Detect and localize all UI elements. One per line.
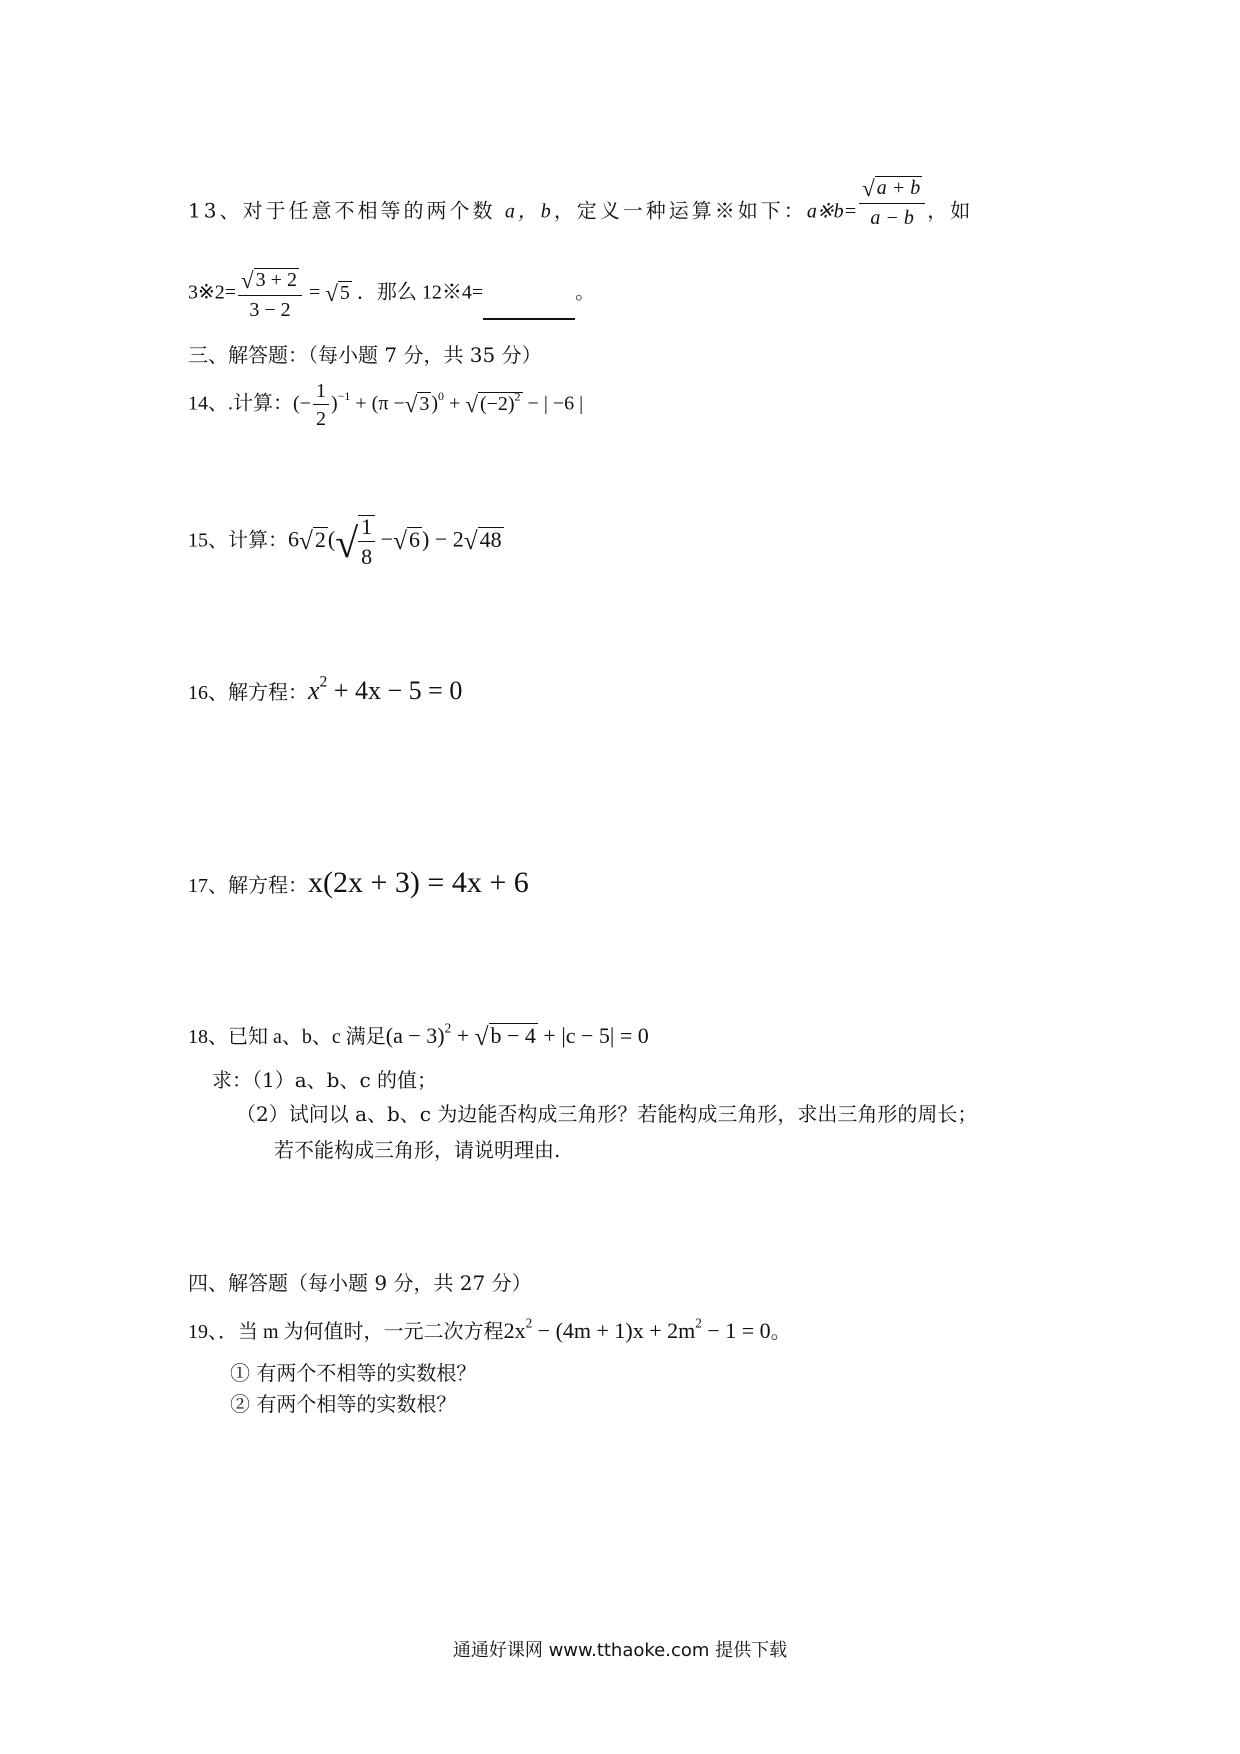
q13-ask: ．那么 12※4= xyxy=(356,281,484,304)
q13-example-fraction: $\frac{√ 3 + 2}{3 - 2}$ xyxy=(238,268,302,320)
q13-ex-sqrt: √ 5 xyxy=(325,280,350,306)
q13-ex-rad: 5 xyxy=(339,281,350,304)
q15-close-part: ) − 2 xyxy=(421,526,464,552)
q19-eq-b: − (4m + 1)x + 2m xyxy=(532,1318,696,1343)
q18-sub1: 求：（1）a、b、c 的值； xyxy=(212,1068,438,1092)
q18-plus2: + xyxy=(537,1023,556,1048)
q14-sqrt3: √ 3 xyxy=(404,391,430,417)
q13-line1 xyxy=(188,176,974,229)
q19-exp1: 2 xyxy=(525,1315,533,1331)
q19-eq-c: − 1 = 0 xyxy=(701,1318,771,1343)
q15-rad48: 48 xyxy=(479,526,502,552)
q13-op-lhs: a※b= xyxy=(806,200,858,223)
q15-label: 15、计算： xyxy=(188,529,288,552)
q15-frac-den: 8 xyxy=(361,544,373,569)
q15-frac-num: 1 xyxy=(358,516,375,542)
q19-item2: ② 有两个相等的实数根？ xyxy=(230,1392,457,1416)
q14-close2: ) xyxy=(431,392,439,415)
q13-answer-blank xyxy=(483,300,575,320)
q14-sqrt-sq: √ $(-2)^2$ xyxy=(465,389,521,417)
q19-exp2: 2 xyxy=(695,1315,702,1331)
q14-exp1: −1 xyxy=(337,389,351,403)
q19-label: 19、．当 m 为何值时，一元二次方程 xyxy=(188,1321,504,1343)
q14 xyxy=(188,381,583,429)
q17-equation: x(2x + 3) = 4x + 6 xyxy=(308,866,529,899)
q13-vars: a，b xyxy=(504,200,554,223)
q19-eq-a: 2x xyxy=(503,1318,526,1343)
q14-half-num: 1 xyxy=(313,381,329,405)
q13-mid: ，定义一种运算※如下： xyxy=(553,198,807,223)
q14-open: (− xyxy=(293,392,311,415)
q15-sqrt-frac: √ $\frac{1}{8}$ xyxy=(335,515,375,568)
q14-half xyxy=(313,381,329,429)
q18-sqrt: √b − 4 xyxy=(474,1023,536,1051)
q13-tail: ，如 xyxy=(927,198,974,223)
q16-rest: + 4x − 5 = 0 xyxy=(327,676,463,705)
q19-item1: ① 有两个不相等的实数根？ xyxy=(230,1361,477,1385)
q16-x: x xyxy=(308,676,320,705)
q13-line2-lhs: 3※2= xyxy=(188,281,237,304)
q15-minus: − xyxy=(375,526,394,552)
q14-rad-inner: (−2) xyxy=(479,392,515,415)
q13-ex-eq: = xyxy=(308,281,321,304)
q15-rad6: 6 xyxy=(408,526,420,552)
q16 xyxy=(188,673,463,705)
q14-plus1: + (π − xyxy=(350,392,405,415)
q13-fraction: $\frac{√ a + b}{a - b}$ xyxy=(859,176,925,228)
q18 xyxy=(188,1020,649,1051)
q18-sub3: 若不能构成三角形，请说明理由. xyxy=(274,1138,561,1162)
q13-end: 。 xyxy=(575,281,596,304)
q14-minus-abs: − | −6 | xyxy=(522,392,584,415)
q18-abs: |c − 5| = 0 xyxy=(561,1023,649,1048)
q15 xyxy=(188,515,504,568)
q17-label: 17、解方程： xyxy=(188,875,308,897)
q15-sqrt48: √48 xyxy=(463,526,502,555)
q18-rad: b − 4 xyxy=(490,1023,536,1048)
section-4-heading: 四、解答题（每小题 9 分，共 27 分） xyxy=(188,1271,532,1295)
q15-coef: 6 xyxy=(288,526,299,552)
q14-half-den: 2 xyxy=(315,408,326,430)
q15-rad2: 2 xyxy=(314,526,326,552)
q14-exp2: 2 xyxy=(514,389,521,403)
q14-label: 14、.计算： xyxy=(188,392,293,415)
q13-prefix: 13、对于任意不相等的两个数 xyxy=(188,198,496,223)
q16-label: 16、解方程： xyxy=(188,682,308,704)
q14-exp0: 0 xyxy=(438,389,445,403)
q15-sqrt2: √2 xyxy=(299,526,326,555)
q19 xyxy=(188,1315,791,1343)
q13-frac-den: a − b xyxy=(870,207,914,229)
q15-sqrt6: √6 xyxy=(393,526,420,555)
q16-exp: 2 xyxy=(319,673,328,691)
q13-ex-num: 3 + 2 xyxy=(255,269,297,291)
footer-credit: 通通好课网 www.tthaoke.com 提供下载 xyxy=(452,1640,788,1661)
q14-close1: ) xyxy=(330,392,338,415)
q14-plus2: + xyxy=(444,392,461,415)
q18-t1: (a − 3) xyxy=(385,1023,445,1048)
q19-end: 。 xyxy=(770,1321,791,1343)
q13-line2 xyxy=(188,268,595,320)
q14-rad3: 3 xyxy=(419,392,430,415)
q13-ex-den: 3 − 2 xyxy=(249,299,291,321)
section-3-heading: 三、解答题：（每小题 7 分，共 35 分） xyxy=(188,343,542,367)
q15-open: ( xyxy=(327,526,336,552)
q18-label: 18、已知 a、b、c 满足 xyxy=(188,1026,386,1048)
q18-plus1: + xyxy=(451,1023,470,1048)
q18-sub2: （2）试问以 a、b、c 为边能否构成三角形？若能构成三角形，求出三角形的周长； xyxy=(236,1102,978,1126)
q18-exp: 2 xyxy=(444,1020,452,1036)
q13-frac-num: a + b xyxy=(876,177,921,199)
q17 xyxy=(188,868,529,898)
